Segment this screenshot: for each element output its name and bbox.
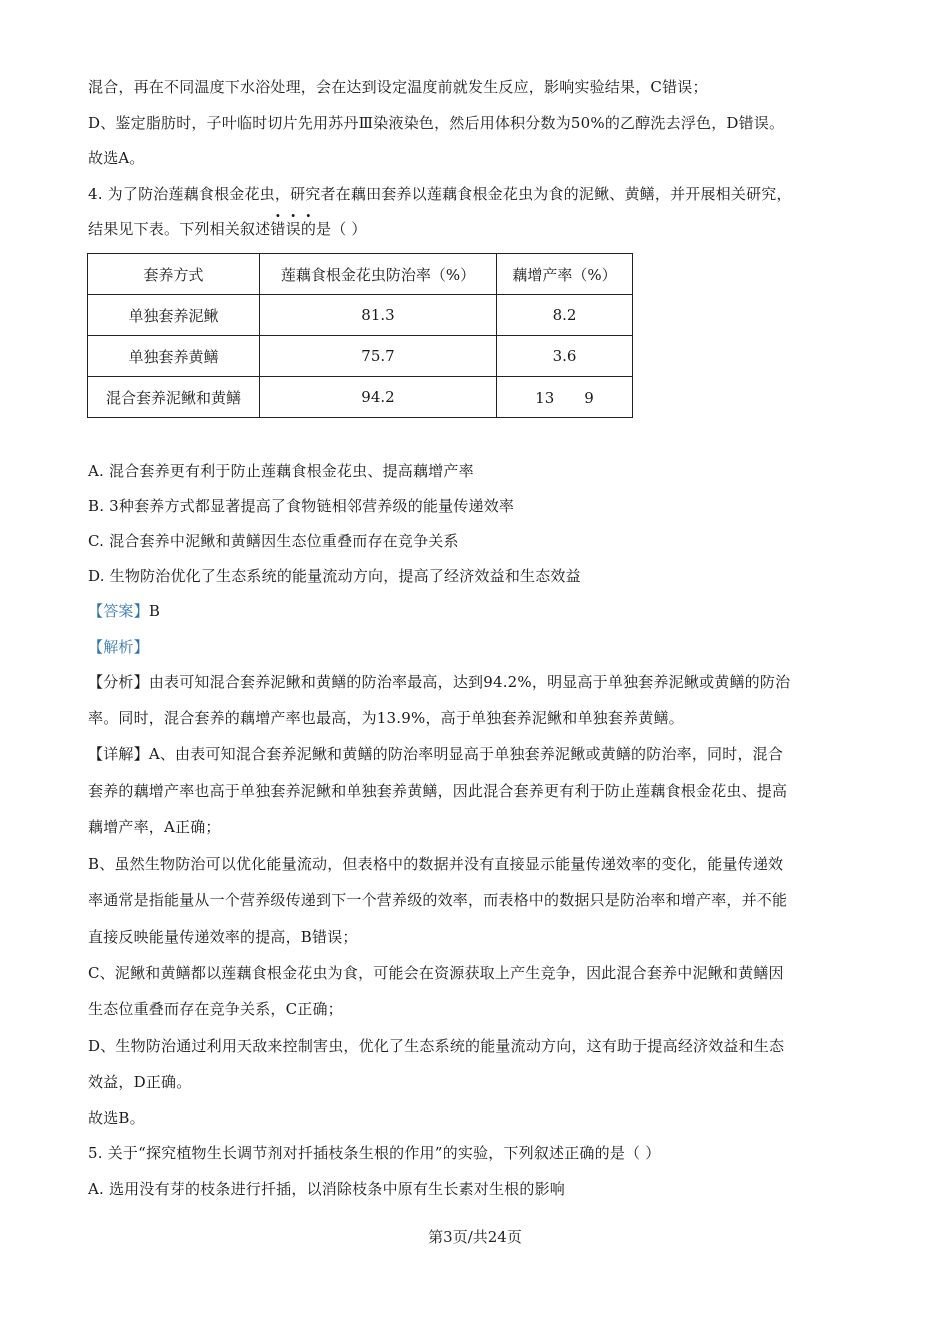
detail-line: B、虽然生物防治可以优化能量流动，但表格中的数据并没有直接显示能量传递效率的变化，能量传递效 — [88, 855, 784, 873]
detail-line: 效益，D正确。 — [88, 1073, 192, 1091]
table-header: 莲藕食根金花虫防治率（%） — [260, 254, 497, 295]
question-4-stem-2 — [88, 219, 367, 239]
detail-line: 套养的藕增产率也高于单独套养泥鳅和单独套养黄鳝，因此混合套养更有利于防止莲藕食根金花虫、提高 — [88, 782, 788, 800]
table-cell: 75.7 — [260, 336, 497, 377]
detail-line: 直接反映能量传递效率的提高，B错误； — [88, 928, 358, 946]
question-5-option-a: A. 选用没有芽的枝条进行扦插，以消除枝条中原有生长素对生根的影响 — [88, 1180, 565, 1198]
fenxi-line — [88, 672, 790, 692]
text-line: 混合，再在不同温度下水浴处理，会在达到设定温度前就发生反应，影响实验结果，C错误； — [88, 78, 708, 96]
emphasis-char: 错 — [270, 220, 286, 238]
answer-value: B — [148, 602, 161, 620]
table-cell: 8.2 — [497, 295, 633, 336]
table-row — [88, 336, 633, 377]
fenxi-line: 率。同时，混合套养的藕增产率也最高，为13.9%，高于单独套养泥鳅和单独套养黄鳝。 — [88, 709, 684, 727]
xiangjie-label: 【详解】 — [88, 745, 149, 763]
detail-line: C、泥鳅和黄鳝都以莲藕食根金花虫为食，可能会在资源获取上产生竞争，因此混合套养中泥鳅和黄鳝因 — [88, 964, 784, 982]
table-row — [88, 377, 633, 418]
table-cell: 81.3 — [260, 295, 497, 336]
stem-text: 是（ ） — [316, 220, 367, 238]
table-cell: 单独套养泥鳅 — [88, 295, 260, 336]
analysis-label: 【解析】 — [88, 638, 149, 656]
text-line: 故选A。 — [88, 149, 145, 167]
table-cell: 混合套养泥鳅和黄鳝 — [88, 377, 260, 418]
detail-text: A、由表可知混合套养泥鳅和黄鳝的防治率明显高于单独套养泥鳅或黄鳝的防治率，同时，混合 — [148, 745, 784, 763]
table-cell: 3.6 — [497, 336, 633, 377]
emphasis-char: 误 — [285, 220, 301, 238]
option-b: B. 3种套养方式都显著提高了食物链相邻营养级的能量传递效率 — [88, 497, 515, 515]
text-line: D、鉴定脂肪时，子叶临时切片先用苏丹Ⅲ染液染色，然后用体积分数为50%的乙醇洗去浮色，D错误。 — [88, 114, 785, 132]
option-c: C. 混合套养中泥鳅和黄鳝因生态位重叠而存在竞争关系 — [88, 532, 459, 550]
option-a: A. 混合套养更有利于防止莲藕食根金花虫、提高藕增产率 — [88, 462, 474, 480]
table-header-row — [88, 254, 633, 295]
results-table — [87, 253, 633, 418]
option-d: D. 生物防治优化了生态系统的能量流动方向，提高了经济效益和生态效益 — [88, 567, 581, 585]
fenxi-text: 由表可知混合套养泥鳅和黄鳝的防治率最高，达到94.2%，明显高于单独套养泥鳅或黄鳝的防治 — [148, 673, 791, 691]
fenxi-label: 【分析】 — [88, 673, 149, 691]
page-number: 第3页/共24页 — [428, 1228, 522, 1246]
table-cell: 13 9 — [497, 377, 633, 418]
table-header: 藕增产率（%） — [497, 254, 633, 295]
detail-line: 藕增产率，A正确； — [88, 818, 221, 836]
answer — [88, 601, 160, 621]
emphasis-char: 的 — [300, 220, 317, 238]
detail-line: 故选B。 — [88, 1109, 145, 1127]
table-header: 套养方式 — [88, 254, 260, 295]
stem-text: 结果见下表。下列相关叙述 — [88, 220, 271, 238]
detail-line: 率通常是指能量从一个营养级传递到下一个营养级的效率，而表格中的数据只是防治率和增产率，并不能 — [88, 891, 788, 909]
answer-label: 【答案】 — [88, 602, 149, 620]
table-cell: 94.2 — [260, 377, 497, 418]
question-5-stem: 5. 关于“探究植物生长调节剂对扦插枝条生根的作用”的实验，下列叙述正确的是（ ） — [88, 1144, 661, 1162]
detail-line: 生态位重叠而存在竞争关系，C正确； — [88, 1000, 343, 1018]
question-4-stem: 4. 为了防治莲藕食根金花虫，研究者在藕田套养以莲藕食根金花虫为食的泥鳅、黄鳝，并开展相关研究， — [88, 185, 792, 203]
detail-line — [88, 744, 783, 764]
table-row — [88, 295, 633, 336]
detail-line: D、生物防治通过利用天敌来控制害虫，优化了生态系统的能量流动方向，这有助于提高经济效益和生态 — [88, 1037, 785, 1055]
table-cell: 单独套养黄鳝 — [88, 336, 260, 377]
